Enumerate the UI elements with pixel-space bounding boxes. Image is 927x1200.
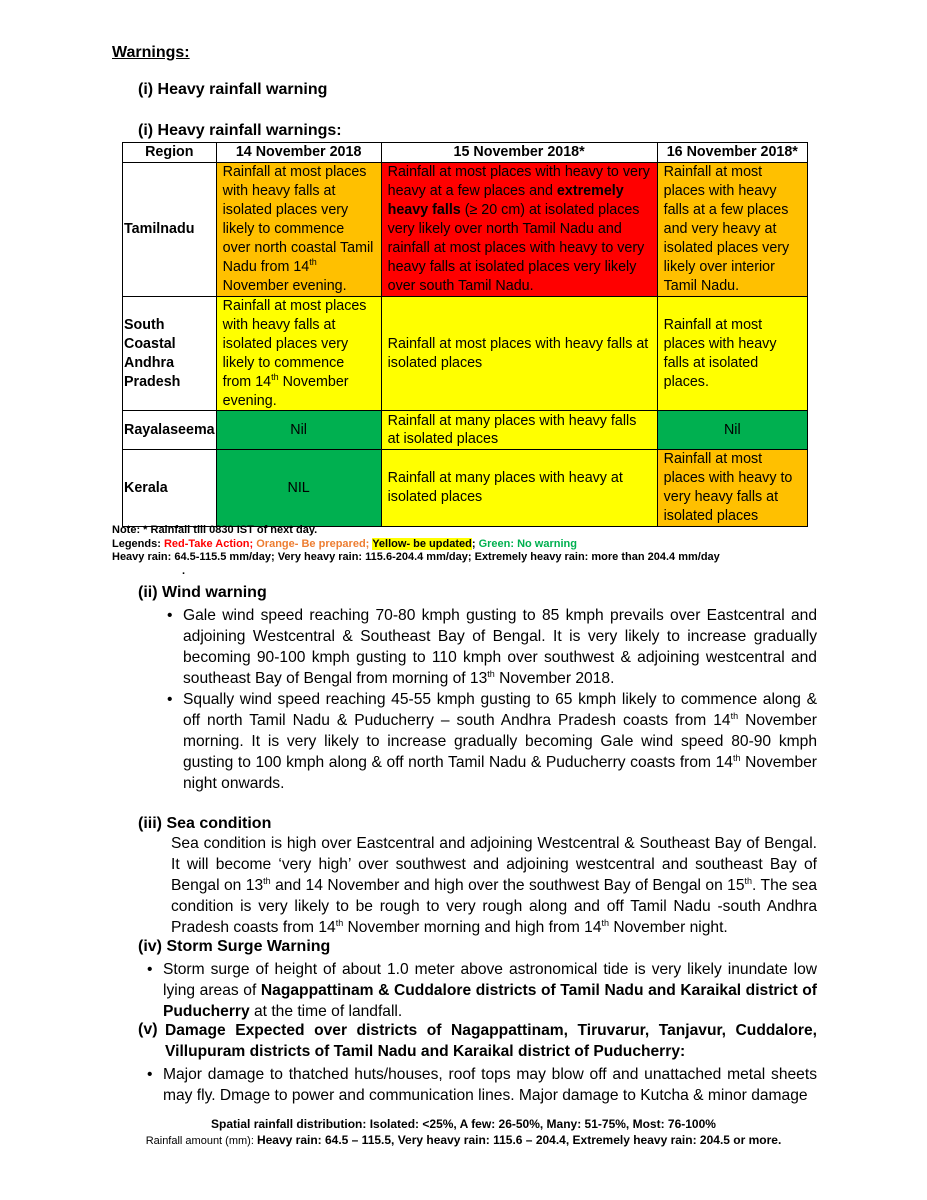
item-text: November morning. It is very likely to increase gradually becoming Gale wind speed 80-90 kmph gusting to 100 kmph along & off north Tamil Nadu & Puducherry coasts from 14: [183, 712, 818, 771]
table-notes: [112, 524, 832, 578]
cell-sup: th: [309, 257, 317, 268]
text: November night.: [609, 919, 728, 936]
cell-text: Rainfall at most places with heavy falls at isolated places very likely to commence from 14: [222, 298, 367, 390]
warning-cell: [216, 297, 381, 411]
region-cell: Tamilnadu: [123, 163, 217, 297]
legend-orange: Orange- Be prepared;: [256, 537, 373, 550]
table-row: [123, 297, 808, 411]
sea-condition-heading: (iii) Sea condition: [138, 815, 272, 832]
legend-line: [112, 538, 832, 552]
warning-cell: Rainfall at most places with heavy falls at a few places and very heavy at isolated places very likely over interior Tamil Nadu.: [657, 163, 807, 297]
region-cell: Kerala: [123, 450, 217, 527]
cell-bold-text: extremely heavy falls: [387, 183, 624, 219]
item-text: Squally wind speed reaching 45-55 kmph gusting to 65 kmph likely to commence along & off north Tamil Nadu & Puducherry – south Andhra Pradesh coasts from 14: [183, 691, 817, 729]
rain-amount-definitions: Heavy rain: 64.5-115.5 mm/day; Very heavy rain: 115.6-204.4 mm/day; Extremely heavy rain: more than 204.4 mm/day: [112, 551, 720, 563]
footer-rainfall-amount: [0, 1133, 927, 1147]
item-sup: th: [732, 752, 741, 763]
legend-yellow: Yellow- be updated: [372, 537, 472, 550]
heavy-rainfall-heading: (i) Heavy rainfall warning: [138, 81, 328, 98]
item-text: Gale wind speed reaching 70-80 kmph gusting to 85 kmph prevails over Eastcentral and adjoining Westcentral & Southeast Bay of Bengal. It is very likely to increase gradually becoming 90-100 kmph gusting to 110 kmph over southwest & adjoining westcentral and southeast Bay of Bengal from morning of 13: [183, 607, 817, 687]
header-16-nov: 16 November 2018*: [657, 143, 807, 163]
item-text: November night onwards.: [183, 754, 818, 792]
damage-list: [163, 1064, 817, 1106]
list-item: [183, 605, 817, 689]
text: Sea condition is high over Eastcentral and adjoining Westcentral & Southeast Bay of Bengal. It will become ‘very high’ over southwest and adjoining westcentral and southeast Bay of Bengal on 13: [171, 835, 817, 894]
item-text: at the time of landfall.: [249, 1003, 403, 1020]
sup: th: [744, 875, 753, 886]
legend-sep: ;: [471, 537, 479, 550]
region-cell: Rayalaseema: [123, 411, 217, 450]
warning-cell: Nil: [216, 411, 381, 450]
storm-surge-heading: (iv) Storm Surge Warning: [138, 938, 331, 955]
legend-red: Red-Take Action;: [163, 537, 257, 550]
rainfall-warning-table: [122, 142, 808, 527]
sup: th: [263, 875, 271, 886]
warning-cell: Rainfall at most places with heavy falls at isolated places.: [657, 297, 807, 411]
legend-green: Green: No warning: [478, 537, 577, 550]
warning-cell: NIL: [216, 450, 381, 527]
table-header-row: [123, 143, 808, 163]
warning-cell: Rainfall at many places with heavy falls at isolated places: [381, 411, 657, 450]
warning-cell: Rainfall at most places with heavy falls at isolated places: [381, 297, 657, 411]
storm-surge-list: [163, 959, 817, 1022]
sea-condition-text: [171, 833, 817, 938]
cell-text: Rainfall at most places with heavy falls at isolated places very likely to commence over north coastal Tamil Nadu from 14: [222, 164, 374, 275]
warnings-title: Warnings:: [112, 44, 190, 61]
warning-cell: [216, 163, 381, 297]
warning-cell: [381, 163, 657, 297]
sup: th: [601, 917, 610, 928]
table-row: [123, 411, 808, 450]
note-text: Note: * Rainfall till 0830 IST of next day.: [112, 524, 318, 536]
item-text: November 2018.: [494, 670, 615, 687]
cell-text: Rainfall at most places with heavy to very heavy at a few places and: [387, 164, 650, 200]
cell-text: (≥ 20 cm) at isolated places very likely over north Tamil Nadu and rainfall at most places with heavy to very heavy falls at isolated places very likely over south Tamil Nadu.: [387, 202, 645, 294]
list-item: [183, 689, 817, 794]
item-sup: th: [487, 668, 495, 679]
item-bold: Nagappattinam & Cuddalore districts of Tamil Nadu and Karaikal district of Puducherry: [163, 982, 817, 1020]
header-14-nov: 14 November 2018: [216, 143, 381, 163]
wind-warning-list: [183, 605, 817, 794]
heavy-rainfall-warnings-heading: (i) Heavy rainfall warnings:: [138, 122, 342, 139]
table-row: [123, 450, 808, 527]
header-region: Region: [123, 143, 217, 163]
footer-spatial-distribution: Spatial rainfall distribution: Isolated: <25%, A few: 26-50%, Many: 51-75%, Most: 76-100%: [211, 1117, 716, 1131]
item-sup: th: [730, 710, 739, 721]
legend-label: Legends:: [112, 537, 164, 550]
text: . The sea condition is very likely to be rough to very rough along and off Tamil Nadu -south Andhra Pradesh coasts from 14: [171, 877, 817, 936]
damage-heading: Damage Expected over districts of Nagappattinam, Tiruvarur, Tanjavur, Cuddalore, Villupuram districts of Tamil Nadu and Karaikal district of Puducherry:: [165, 1022, 817, 1060]
wind-warning-heading: (ii) Wind warning: [138, 584, 267, 601]
text: November morning and high from 14: [343, 919, 602, 936]
list-item: [163, 959, 817, 1022]
warning-cell: Rainfall at many places with heavy at isolated places: [381, 450, 657, 527]
sup: th: [335, 917, 344, 928]
list-item: • Major damage to thatched huts/houses, roof tops may blow off and unattached metal sheets may fly. Dmage to power and communication lines. Major damage to Kutcha & minor damage: [163, 1064, 817, 1106]
stray-dot: .: [182, 564, 186, 577]
footer-values: Heavy rain: 64.5 – 115.5, Very heavy rain: 115.6 – 204.4, Extremely heavy rain: 204.5 or more.: [256, 1133, 782, 1147]
cell-text: November evening.: [222, 277, 347, 294]
table-row: [123, 163, 808, 297]
warning-cell: Rainfall at most places with heavy to very heavy falls at isolated places: [657, 450, 807, 527]
cell-sup: th: [271, 371, 279, 382]
warning-cell: Nil: [657, 411, 807, 450]
header-15-nov: 15 November 2018*: [381, 143, 657, 163]
footer-label: Rainfall amount (mm):: [145, 1135, 257, 1147]
item-text: Storm surge of height of about 1.0 meter above astronomical tide is very likely inundate low lying areas of: [163, 961, 817, 999]
cell-text: November evening.: [222, 373, 349, 409]
damage-heading-number: (v): [138, 1021, 158, 1038]
region-cell: South Coastal Andhra Pradesh: [123, 297, 217, 411]
text: and 14 November and high over the southwest Bay of Bengal on 15: [270, 877, 745, 894]
